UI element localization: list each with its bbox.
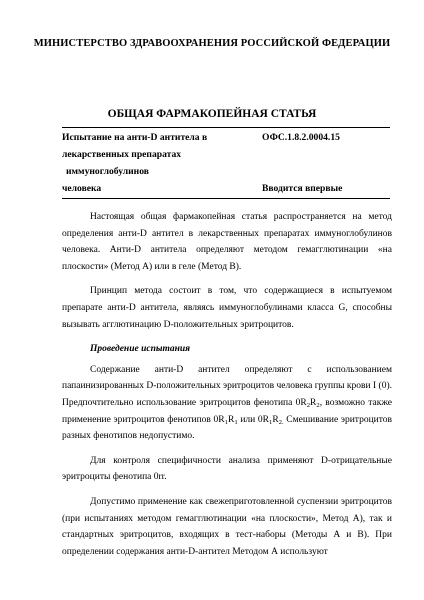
paragraph-scope: Настоящая общая фармакопейная статья распространяется на метод определения анти-D антител в лекарственных препаратах иммуноглобулинов человека. Анти-D антитела определяют методом гемагглютинации «на плоскости» (Метод А) или в геле (Метод В). [62, 212, 392, 272]
article-title-line-3: иммуноглобулинов [66, 166, 149, 177]
article-title-line-4: человека [62, 183, 102, 194]
paragraph-suspension: Допустимо применение как свежеприготовленной суспензии эритроцитов (при испытаниях методом гемагглютинации «на плоскости», Метод А), так и стандартных эритроцитов, входящих в тест-наборы (Методы А и В). При определении содержания анти-D-антител Методом А используют [62, 496, 392, 557]
document-type-title: ОБЩАЯ ФАРМАКОПЕЙНАЯ СТАТЬЯ [107, 108, 317, 120]
bottom-divider [62, 198, 390, 199]
article-code: ОФС.1.8.2.0004.15 [262, 132, 340, 143]
article-title-line-2: лекарственных препаратах [62, 149, 182, 160]
article-status: Вводится впервые [262, 183, 343, 194]
top-divider [62, 127, 390, 128]
section-heading-procedure: Проведение испытания [90, 344, 191, 355]
paragraph-specificity-control: Для контроля специфичности анализа применяют D-отрицательные эритроциты фенотипа 0rr. [62, 455, 392, 483]
article-body [62, 209, 392, 568]
ministry-header: МИНИСТЕРСТВО ЗДРАВООХРАНЕНИЯ РОССИЙСКОЙ ФЕДЕРАЦИИ [33, 38, 391, 49]
article-title-line-1: Испытание на анти-D антитела в [62, 132, 208, 143]
paragraph-principle: Принцип метода состоит в том, что содержащиеся в испытуемом препарате анти-D антитела, являясь иммуноглобулинами класса G, способны вызывать агглютинацию D-положительных эритроцитов. [62, 286, 392, 330]
paragraph-erythrocytes: Содержание анти-D антител определяют с использованием папаинизированных D-положительных эритроцитов человека группы крови I (0). Предпочтительно использование эритроцитов фенотипа $0R_2R_2$, возможно также применение эритроцитов фенотипов $0R_1R_1$ или $0R_1R_{2.}$ Смешивание эритроцитов разных фенотипов недопустимо. [62, 364, 393, 442]
